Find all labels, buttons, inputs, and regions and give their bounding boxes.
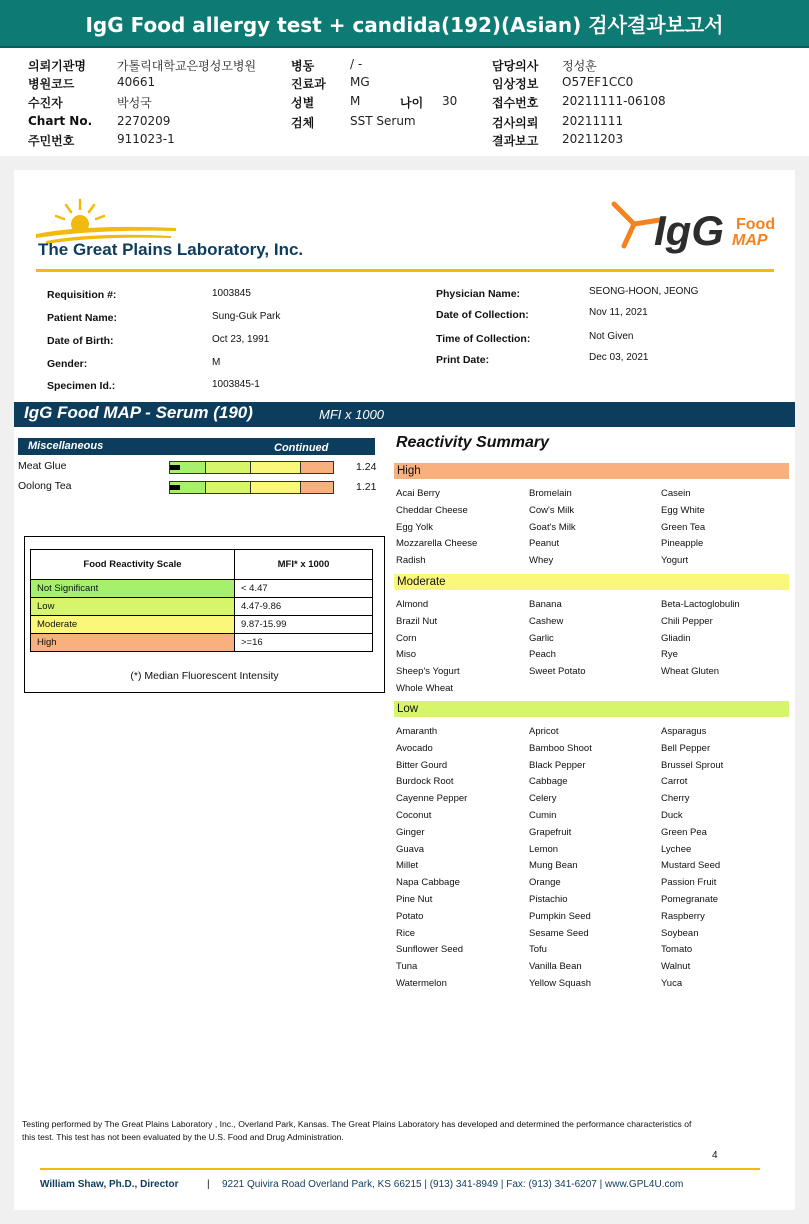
header-value: 911023-1 (117, 132, 175, 146)
misc-item-value: 1.24 (356, 461, 377, 473)
food-item: Yogurt (661, 555, 689, 567)
food-item: Napa Cabbage (396, 877, 460, 889)
food-item: Corn (396, 632, 417, 644)
food-item: Duck (661, 810, 683, 821)
patient-value: Oct 23, 1991 (212, 334, 270, 345)
patient-value: Not Given (589, 331, 634, 342)
header-value: 박성국 (117, 96, 152, 110)
food-item: Brazil Nut (396, 615, 438, 627)
food-item: Vanilla Bean (529, 961, 582, 973)
header-value: M (350, 94, 361, 108)
food-item: Sheep's Yogurt (396, 666, 460, 678)
scale-range: 4.47-9.86 (235, 598, 373, 616)
category-header-moderate: Moderate (394, 574, 789, 590)
header-value: 20211111 (562, 114, 624, 128)
food-item: Sesame Seed (529, 927, 589, 939)
level-segment (300, 461, 334, 474)
food-item: Potato (396, 910, 424, 922)
igg-brand: IgG (654, 207, 724, 254)
patient-value: Nov 11, 2021 (589, 307, 648, 318)
report-title: IgG Food allergy test + candida(192)(Asian) 검사결과보고서 (0, 0, 809, 48)
food-item: Rye (661, 649, 678, 661)
food-item: Cow's Milk (529, 504, 575, 516)
category-header-high: High (394, 463, 789, 479)
header-value: MG (350, 75, 370, 89)
food-item: Goat's Milk (529, 521, 576, 533)
food-item: Tofu (529, 944, 547, 956)
footer-address: 9221 Quivira Road Overland Park, KS 66215 | (913) 341-8949 | Fax: (913) 341-6207 | www.GPL4U.com (222, 1179, 684, 1190)
food-item: Sunflower Seed (396, 944, 464, 956)
food-item: Grapefruit (529, 826, 572, 838)
lab-name: The Great Plains Laboratory, Inc. (38, 240, 304, 259)
scale-level: Low (31, 598, 235, 616)
food-item: Cherry (661, 793, 690, 805)
food-item: Chili Pepper (661, 615, 713, 627)
sun-logo-icon (36, 196, 186, 244)
food-item: Gliadin (661, 632, 691, 644)
level-marker (170, 485, 180, 490)
food-item: Millet (396, 860, 419, 872)
page-number: 4 (712, 1150, 718, 1161)
scale-level: Moderate (31, 616, 235, 634)
food-item: Black Pepper (529, 759, 586, 771)
food-item: Burdock Root (396, 776, 454, 788)
food-item: Sweet Potato (529, 666, 586, 678)
food-item: Walnut (661, 961, 691, 973)
food-item: Miso (396, 649, 417, 661)
food-item: Yuca (661, 978, 683, 989)
scale-row (31, 580, 373, 598)
food-item: Green Tea (661, 521, 706, 533)
food-item: Tuna (396, 961, 418, 973)
food-item: Cabbage (529, 776, 568, 788)
food-item: Apricot (529, 726, 559, 737)
food-item: Bromelain (529, 488, 572, 499)
patient-value: Dec 03, 2021 (589, 352, 649, 363)
food-item: Cumin (529, 810, 557, 821)
header-label: 담당의사 (492, 59, 539, 73)
patient-value: 1003845-1 (212, 379, 260, 390)
level-segment (250, 461, 301, 474)
food-item: Banana (529, 599, 562, 610)
food-item: Cayenne Pepper (396, 793, 468, 805)
level-segment (300, 481, 334, 494)
food-item: Garlic (529, 632, 554, 644)
food-item: Whey (529, 555, 554, 567)
food-item: Peach (529, 649, 556, 661)
scale-table (30, 549, 373, 652)
footer-separator: | (207, 1179, 210, 1190)
food-item: Rice (396, 927, 416, 939)
scale-range: < 4.47 (235, 580, 373, 598)
summary-title: Reactivity Summary (396, 434, 549, 451)
food-item: Celery (529, 793, 557, 805)
header-value: 2270209 (117, 114, 171, 128)
header-label: 주민번호 (28, 134, 75, 148)
patient-label: Date of Collection: (436, 309, 529, 321)
food-item: Peanut (529, 538, 560, 550)
patient-label: Print Date: (436, 354, 490, 366)
food-item: Orange (529, 877, 561, 889)
misc-item-value: 1.21 (356, 481, 377, 493)
food-item: Acai Berry (396, 488, 440, 499)
scale-note: (*) Median Fluorescent Intensity (130, 670, 279, 682)
misc-item-name: Oolong Tea (18, 480, 72, 492)
gold-divider (36, 269, 774, 272)
food-item: Brussel Sprout (661, 759, 724, 771)
food-item: Lychee (661, 843, 692, 855)
patient-label: Requisition #: (47, 289, 117, 301)
food-brand: Food (736, 216, 776, 233)
footer-divider (40, 1168, 760, 1170)
food-item: Bell Pepper (661, 742, 711, 754)
header-label: 의뢰기관명 (28, 59, 86, 73)
food-item: Egg Yolk (396, 521, 433, 533)
food-item: Pomegranate (661, 894, 719, 905)
patient-label: Date of Birth: (47, 335, 114, 347)
food-item: Green Pea (661, 826, 707, 838)
banner-title: IgG Food MAP - Serum (190) (24, 403, 253, 422)
food-item: Casein (661, 488, 691, 499)
food-item: Pine Nut (396, 894, 433, 905)
food-item: Beta-Lactoglobulin (661, 599, 740, 610)
header-label: 병원코드 (28, 77, 75, 91)
level-segment (250, 481, 301, 494)
level-marker (170, 465, 180, 470)
patient-value: SEONG-HOON, JEONG (589, 286, 699, 297)
food-item: Passion Fruit (661, 877, 717, 889)
header-value: 20211111-06108 (562, 94, 666, 108)
report-page (14, 170, 795, 1210)
scale-row (31, 634, 373, 652)
header-value: 가톨릭대학교은평성모병원 (117, 59, 257, 73)
patient-label: Specimen Id.: (47, 380, 116, 392)
header-label: 병동 (291, 59, 315, 73)
food-item: Pineapple (661, 538, 704, 550)
food-item: Almond (396, 599, 429, 610)
footer-director: William Shaw, Ph.D., Director (40, 1179, 179, 1190)
header-label: 수진자 (28, 96, 63, 110)
patient-value: Sung-Guk Park (212, 311, 281, 322)
age-label: 나이 (400, 96, 424, 110)
food-item: Radish (396, 555, 426, 567)
scale-header-mfi: MFI* x 1000 (235, 550, 373, 580)
section-banner (14, 402, 795, 427)
scale-level: Not Significant (31, 580, 235, 598)
header-value: 20211203 (562, 132, 624, 146)
food-item: Amaranth (396, 726, 438, 737)
food-item: Ginger (396, 826, 425, 838)
food-item: Pumpkin Seed (529, 910, 591, 922)
header-value: 정성훈 (562, 59, 597, 73)
food-item: Lemon (529, 843, 559, 855)
header-label: 임상정보 (492, 77, 539, 91)
header-label: Chart No. (28, 114, 93, 128)
food-item: Guava (396, 843, 424, 855)
misc-continued: Continued (274, 442, 329, 454)
scale-range: 9.87-15.99 (235, 616, 373, 634)
food-item: Watermelon (396, 978, 447, 989)
food-item: Egg White (661, 504, 705, 516)
food-item: Bitter Gourd (396, 759, 448, 771)
food-item: Raspberry (661, 910, 705, 922)
misc-item-name: Meat Glue (18, 460, 67, 472)
header-value: 40661 (117, 75, 156, 89)
misc-header (18, 438, 375, 455)
header-value: SST Serum (350, 114, 416, 128)
food-item: Pistachio (529, 894, 568, 905)
level-segment (205, 461, 251, 474)
scale-row (31, 616, 373, 634)
food-item: Bamboo Shoot (529, 742, 592, 754)
food-item: Yellow Squash (529, 978, 591, 989)
misc-title: Miscellaneous (28, 440, 104, 452)
patient-value: M (212, 357, 221, 368)
patient-label: Time of Collection: (436, 333, 531, 345)
header-label: 검체 (291, 116, 315, 130)
food-item: Soybean (661, 927, 699, 939)
food-item: Mung Bean (529, 860, 578, 872)
level-segment (205, 481, 251, 494)
food-item: Asparagus (661, 726, 707, 737)
food-item: Avocado (396, 742, 433, 754)
food-item: Tomato (661, 944, 693, 956)
scale-level: High (31, 634, 235, 652)
banner-unit: MFI x 1000 (319, 407, 385, 422)
food-item: Whole Wheat (396, 683, 454, 694)
patient-label: Gender: (47, 358, 88, 370)
category-header-low: Low (394, 701, 789, 717)
header-value: / - (350, 57, 363, 71)
scale-range: >=16 (235, 634, 373, 652)
food-item: Cheddar Cheese (396, 504, 468, 516)
food-item: Carrot (661, 776, 688, 788)
header-label: 성별 (291, 96, 315, 110)
header-label: 진료과 (291, 77, 326, 91)
patient-label: Patient Name: (47, 312, 118, 324)
patient-value: 1003845 (212, 288, 251, 299)
age-value: 30 (442, 94, 458, 108)
scale-row (31, 598, 373, 616)
scale-header-scale: Food Reactivity Scale (31, 550, 235, 580)
header-label: 검사의뢰 (492, 116, 539, 130)
map-brand: MAP (732, 232, 768, 249)
food-item: Coconut (396, 810, 432, 821)
food-item: Mustard Seed (661, 860, 721, 872)
header-label: 결과보고 (492, 134, 539, 148)
food-item: Wheat Gluten (661, 666, 720, 678)
header-label: 접수번호 (492, 96, 539, 110)
disclaimer: Testing performed by The Great Plains Laboratory , Inc., Overland Park, Kansas. The Great Plains Laboratory has developed and determined the performance characteristics of this test. This test has not been evaluated by the U.S. Food and Drug Administration. (22, 1119, 692, 1142)
patient-label: Physician Name: (436, 288, 521, 300)
food-item: Cashew (529, 615, 564, 627)
food-item: Mozzarella Cheese (396, 538, 478, 550)
scale-box (24, 536, 385, 693)
header-value: O57EF1CC0 (562, 75, 634, 89)
